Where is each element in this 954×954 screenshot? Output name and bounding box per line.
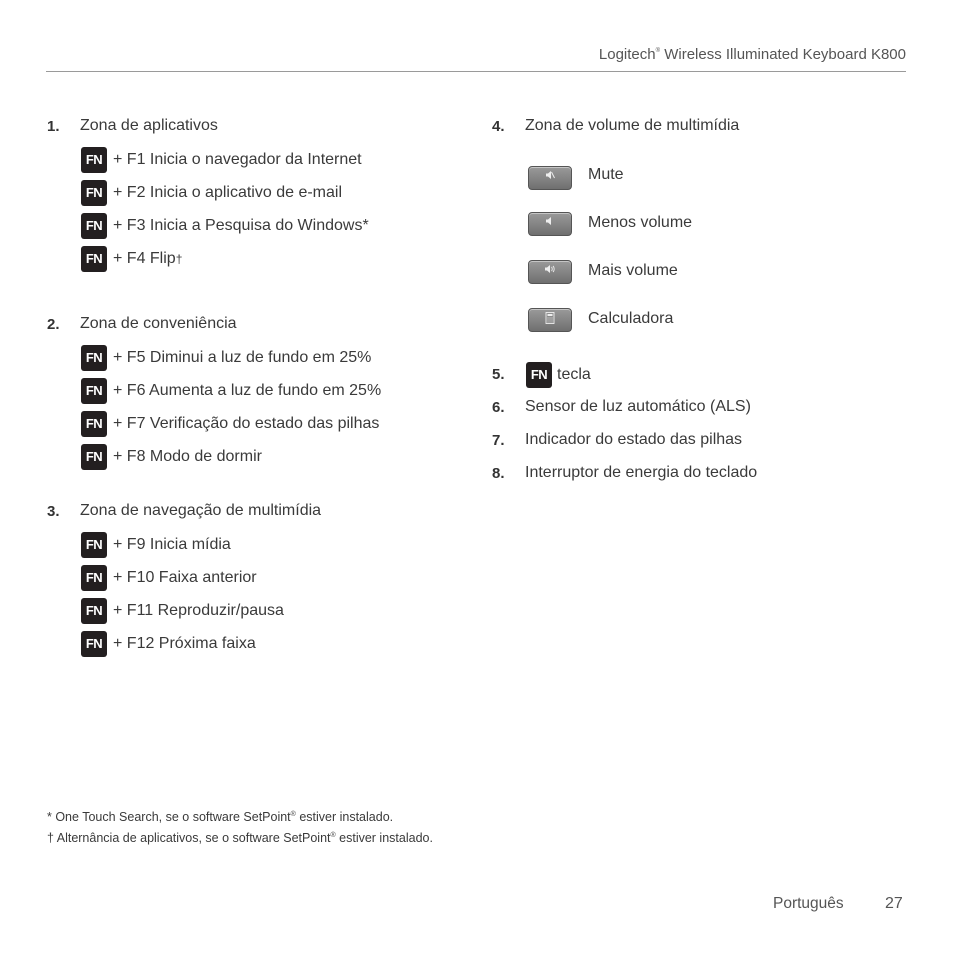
section-4-number: 4. (492, 118, 505, 135)
volume-down-key (528, 212, 572, 236)
fn-item-text: + F1 Inicia o navegador da Internet (113, 151, 362, 168)
fn-item-text: + F7 Verificação do estado das pilhas (113, 415, 380, 432)
volume-down-icon (529, 216, 571, 231)
volume-down-label: Menos volume (588, 214, 693, 231)
fn-key-item (526, 362, 591, 388)
section-2-number: 2. (47, 316, 60, 333)
fn-item (81, 631, 256, 657)
fn-item (81, 147, 362, 173)
fn-item (81, 444, 262, 470)
section-8-text: Interruptor de energia do teclado (525, 464, 758, 481)
fn-key-icon: FN (81, 631, 107, 657)
section-6-number: 6. (492, 399, 505, 416)
footnote-1-text: * One Touch Search, se o software SetPoint (47, 810, 291, 824)
fn-item (81, 180, 342, 206)
section-3-title: Zona de navegação de multimídia (80, 502, 322, 519)
footnote-dagger (47, 831, 433, 845)
fn-key-icon: FN (81, 213, 107, 239)
section-7-number: 7. (492, 432, 505, 449)
footnote-1-suffix: estiver instalado. (295, 810, 394, 824)
fn-item-text: + F9 Inicia mídia (113, 536, 231, 553)
section-1-number: 1. (47, 118, 60, 135)
fn-item-text: + F4 Flip (113, 250, 176, 267)
fn-item (81, 598, 284, 624)
fn-key-icon: FN (81, 598, 107, 624)
footnote-asterisk (47, 810, 393, 824)
section-6-text: Sensor de luz automático (ALS) (525, 398, 751, 415)
section-7-text: Indicador do estado das pilhas (525, 431, 743, 448)
fn-item-text: + F5 Diminui a luz de fundo em 25% (113, 349, 372, 366)
fn-item (81, 213, 369, 239)
fn-key-icon: FN (81, 411, 107, 437)
fn-key-icon: FN (81, 180, 107, 206)
footnote-2-suffix: estiver instalado. (335, 831, 433, 845)
mute-icon (529, 170, 571, 185)
registered-mark: ® (290, 811, 296, 818)
mute-key (528, 166, 572, 190)
fn-key-icon: FN (526, 362, 552, 388)
volume-up-key (528, 260, 572, 284)
fn-item (81, 246, 182, 272)
registered-mark: ® (655, 48, 661, 54)
volume-up-icon (529, 264, 571, 279)
brand-name: Logitech (598, 46, 656, 63)
fn-item (81, 532, 231, 558)
calculator-key (528, 308, 572, 332)
section-8-number: 8. (492, 465, 505, 482)
section-1-title: Zona de aplicativos (80, 117, 218, 134)
footer-language: Português (773, 895, 844, 912)
fn-item (81, 565, 257, 591)
page-number: 27 (885, 895, 903, 912)
fn-item-text: + F12 Próxima faixa (113, 635, 256, 652)
fn-key-icon: FN (81, 444, 107, 470)
mute-label: Mute (588, 166, 624, 183)
fn-key-icon: FN (81, 565, 107, 591)
calculator-label: Calculadora (588, 310, 674, 327)
fn-item-text: + F11 Reproduzir/pausa (113, 602, 284, 619)
fn-item-text: + F6 Aumenta a luz de fundo em 25% (113, 382, 382, 399)
dagger-mark: † (175, 252, 183, 266)
fn-item-text: + F3 Inicia a Pesquisa do Windows* (113, 217, 369, 234)
fn-item-text: + F2 Inicia o aplicativo de e-mail (113, 184, 342, 201)
registered-mark: ® (330, 832, 336, 839)
page-header (599, 46, 906, 63)
volume-up-label: Mais volume (588, 262, 678, 279)
fn-item-text: + F8 Modo de dormir (113, 448, 262, 465)
section-3-number: 3. (47, 503, 60, 520)
fn-item-text: + F10 Faixa anterior (113, 569, 257, 586)
fn-key-icon: FN (81, 378, 107, 404)
section-5-number: 5. (492, 366, 505, 383)
section-4-title: Zona de volume de multimídia (525, 117, 740, 134)
section-2-title: Zona de conveniência (80, 315, 237, 332)
fn-key-icon: FN (81, 147, 107, 173)
product-name: Wireless Illuminated Keyboard K800 (664, 46, 906, 63)
fn-item (81, 345, 371, 371)
fn-item (81, 378, 381, 404)
section-5-text: tecla (557, 366, 591, 383)
footnote-2-text: † Alternância de aplicativos, se o software SetPoint (47, 831, 331, 845)
fn-key-icon: FN (81, 246, 107, 272)
fn-key-icon: FN (81, 532, 107, 558)
calculator-icon (529, 312, 571, 329)
header-divider (46, 71, 906, 72)
fn-item (81, 411, 379, 437)
fn-key-icon: FN (81, 345, 107, 371)
